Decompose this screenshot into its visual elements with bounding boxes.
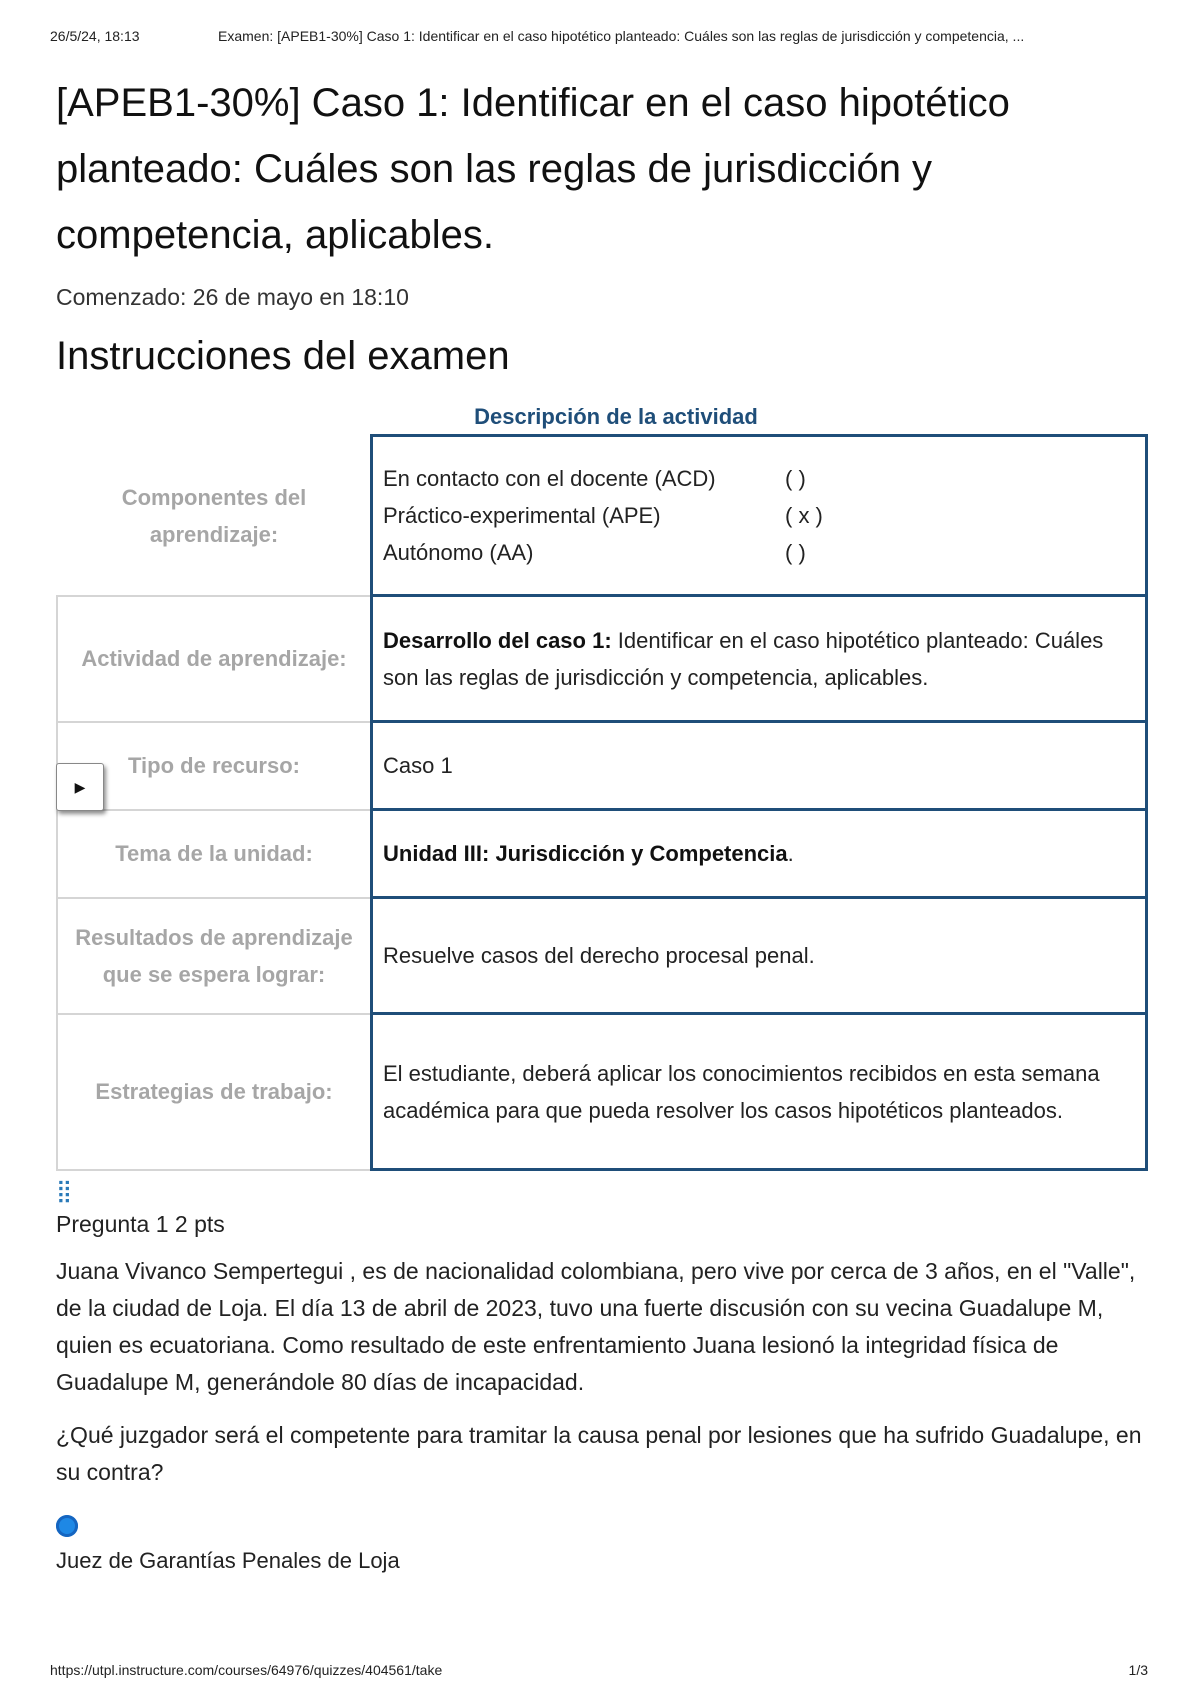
print-page-title: Examen: [APEB1-30%] Caso 1: Identificar en el caso hipotético planteado: Cuáles son las reglas de jurisdicción y competencia, ... [218, 28, 1025, 44]
strategies-value: El estudiante, deberá aplicar los conocimientos recibidos en esta semana académica para que pueda resolver los casos hipotéticos planteados. [372, 1014, 1147, 1170]
strategies-label: Estrategias de trabajo: [57, 1014, 372, 1170]
component-item: En contacto con el docente (ACD) ( ) [383, 466, 806, 491]
component-item: Práctico-experimental (APE) ( x ) [383, 503, 823, 528]
components-label: Componentes del aprendizaje: [57, 436, 372, 596]
table-row [57, 1014, 1147, 1170]
activity-label: Actividad de aprendizaje: [57, 596, 372, 722]
main-content [56, 70, 1148, 1577]
table-row [57, 596, 1147, 722]
activity-description-table [56, 434, 1148, 1171]
question-header: Pregunta 1 2 pts [56, 1211, 225, 1237]
components-value [372, 436, 1147, 596]
question-prompt: ¿Qué juzgador será el competente para tramitar la causa penal por lesiones que ha sufrido Guadalupe, en su contra? [56, 1422, 1142, 1485]
play-icon: ▶ [74, 778, 86, 795]
outcomes-label: Resultados de aprendizaje que se espera lograr: [57, 898, 372, 1014]
print-url: https://utpl.instructure.com/courses/64976/quizzes/404561/take [50, 1662, 443, 1678]
resource-value: Caso 1 [372, 722, 1147, 810]
quiz-title: [APEB1-30%] Caso 1: Identificar en el caso hipotético planteado: Cuáles son las reglas de jurisdicción y competencia, aplicables. [56, 81, 1010, 257]
print-footer [50, 1662, 1148, 1678]
play-button[interactable] [56, 763, 104, 811]
table-row [57, 436, 1147, 596]
unit-value: Unidad III: Jurisdicción y Competencia. [372, 810, 1147, 898]
question-paragraph: Juana Vivanco Sempertegui , es de nacionalidad colombiana, pero vive por cerca de 3 años, en el "Valle", de la ciudad de Loja. El día 13 de abril de 2023, tuvo una fuerte discusión con su vecina Guadalupe M, quien es ecuatoriana. Como resultado de este enfrentamiento Juana lesionó la integridad física de Guadalupe M, generándole 80 días de incapacidad. [56, 1258, 1136, 1395]
print-header [50, 28, 1150, 48]
table-row [57, 722, 1147, 810]
answer-radio-icon[interactable] [56, 1515, 78, 1537]
activity-value: Desarrollo del caso 1: Identificar en el caso hipotético planteado: Cuáles son las reglas de jurisdicción y competencia, aplicables. [372, 596, 1147, 722]
answer-label[interactable]: Juez de Garantías Penales de Loja [56, 1548, 400, 1573]
table-row [57, 810, 1147, 898]
unit-label: Tema de la unidad: [57, 810, 372, 898]
question-text [56, 1253, 1148, 1491]
print-page-number: 1/3 [1128, 1662, 1148, 1678]
started-timestamp: Comenzado: 26 de mayo en 18:10 [56, 284, 409, 310]
instructions-heading: Instrucciones del examen [56, 334, 510, 378]
component-item: Autónomo (AA) ( ) [383, 540, 806, 565]
outcomes-value: Resuelve casos del derecho procesal penal. [372, 898, 1147, 1014]
drag-handle-icon[interactable]: ⣿ [56, 1178, 71, 1203]
table-row [57, 898, 1147, 1014]
print-date: 26/5/24, 18:13 [50, 28, 140, 44]
resource-label: Tipo de recurso: [57, 722, 372, 810]
activity-table-caption: Descripción de la actividad [474, 404, 758, 429]
